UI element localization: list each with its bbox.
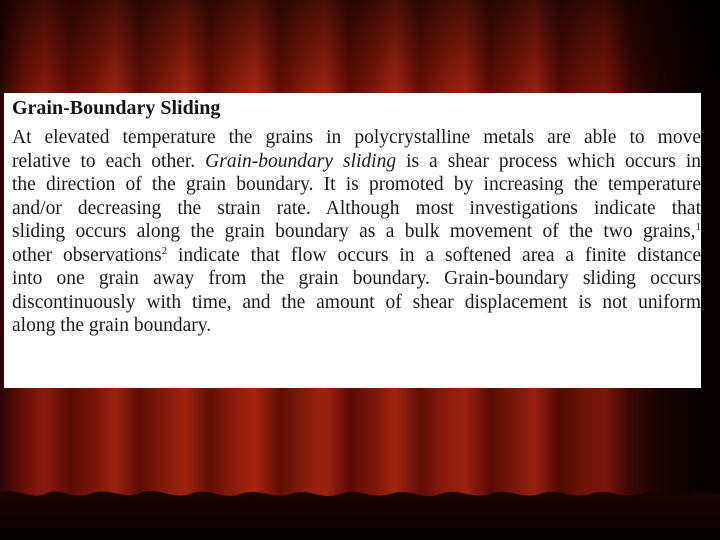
paragraph-line xyxy=(12,291,701,315)
paragraph-line xyxy=(12,173,701,197)
paragraph-line xyxy=(12,314,701,338)
line-text: discontinuously with time, and the amount of shear displacement is not uniform xyxy=(12,291,701,313)
footnote-ref: 2 xyxy=(161,244,168,257)
paragraph-line xyxy=(12,197,701,221)
line-text: sliding occurs along the grain boundary as a bulk movement of the two grains, xyxy=(12,221,696,242)
line-text: and/or decreasing the strain rate. Although most investigations indicate that xyxy=(12,197,701,219)
paragraph-line xyxy=(12,220,701,244)
section-heading: Grain-Boundary Sliding xyxy=(12,97,221,119)
line-text: the direction of the grain boundary. It is promoted by increasing the temperature xyxy=(12,174,701,195)
line-text: is a shear process which occurs in xyxy=(396,150,701,172)
italic-term: Grain-boundary sliding xyxy=(205,150,397,172)
line-text: At elevated temperature the grains in polycrystalline metals are able to move xyxy=(12,127,701,148)
paragraph-line xyxy=(12,150,701,174)
line-text: indicate that flow occurs in a softened area a finite distance xyxy=(167,244,701,266)
footnote-ref: 1 xyxy=(695,221,701,233)
paragraph-line xyxy=(12,267,701,291)
line-text: into one grain away from the grain boundary. Grain-boundary sliding occurs xyxy=(12,268,701,289)
curtain-hem xyxy=(0,491,720,540)
line-text: relative to each other. xyxy=(12,150,206,172)
line-text: along the grain boundary. xyxy=(12,315,212,336)
paragraph-line xyxy=(12,244,701,268)
text-panel xyxy=(4,93,701,388)
body-paragraph xyxy=(12,126,701,338)
paragraph-line xyxy=(12,126,701,150)
line-text: other observations xyxy=(12,244,162,266)
